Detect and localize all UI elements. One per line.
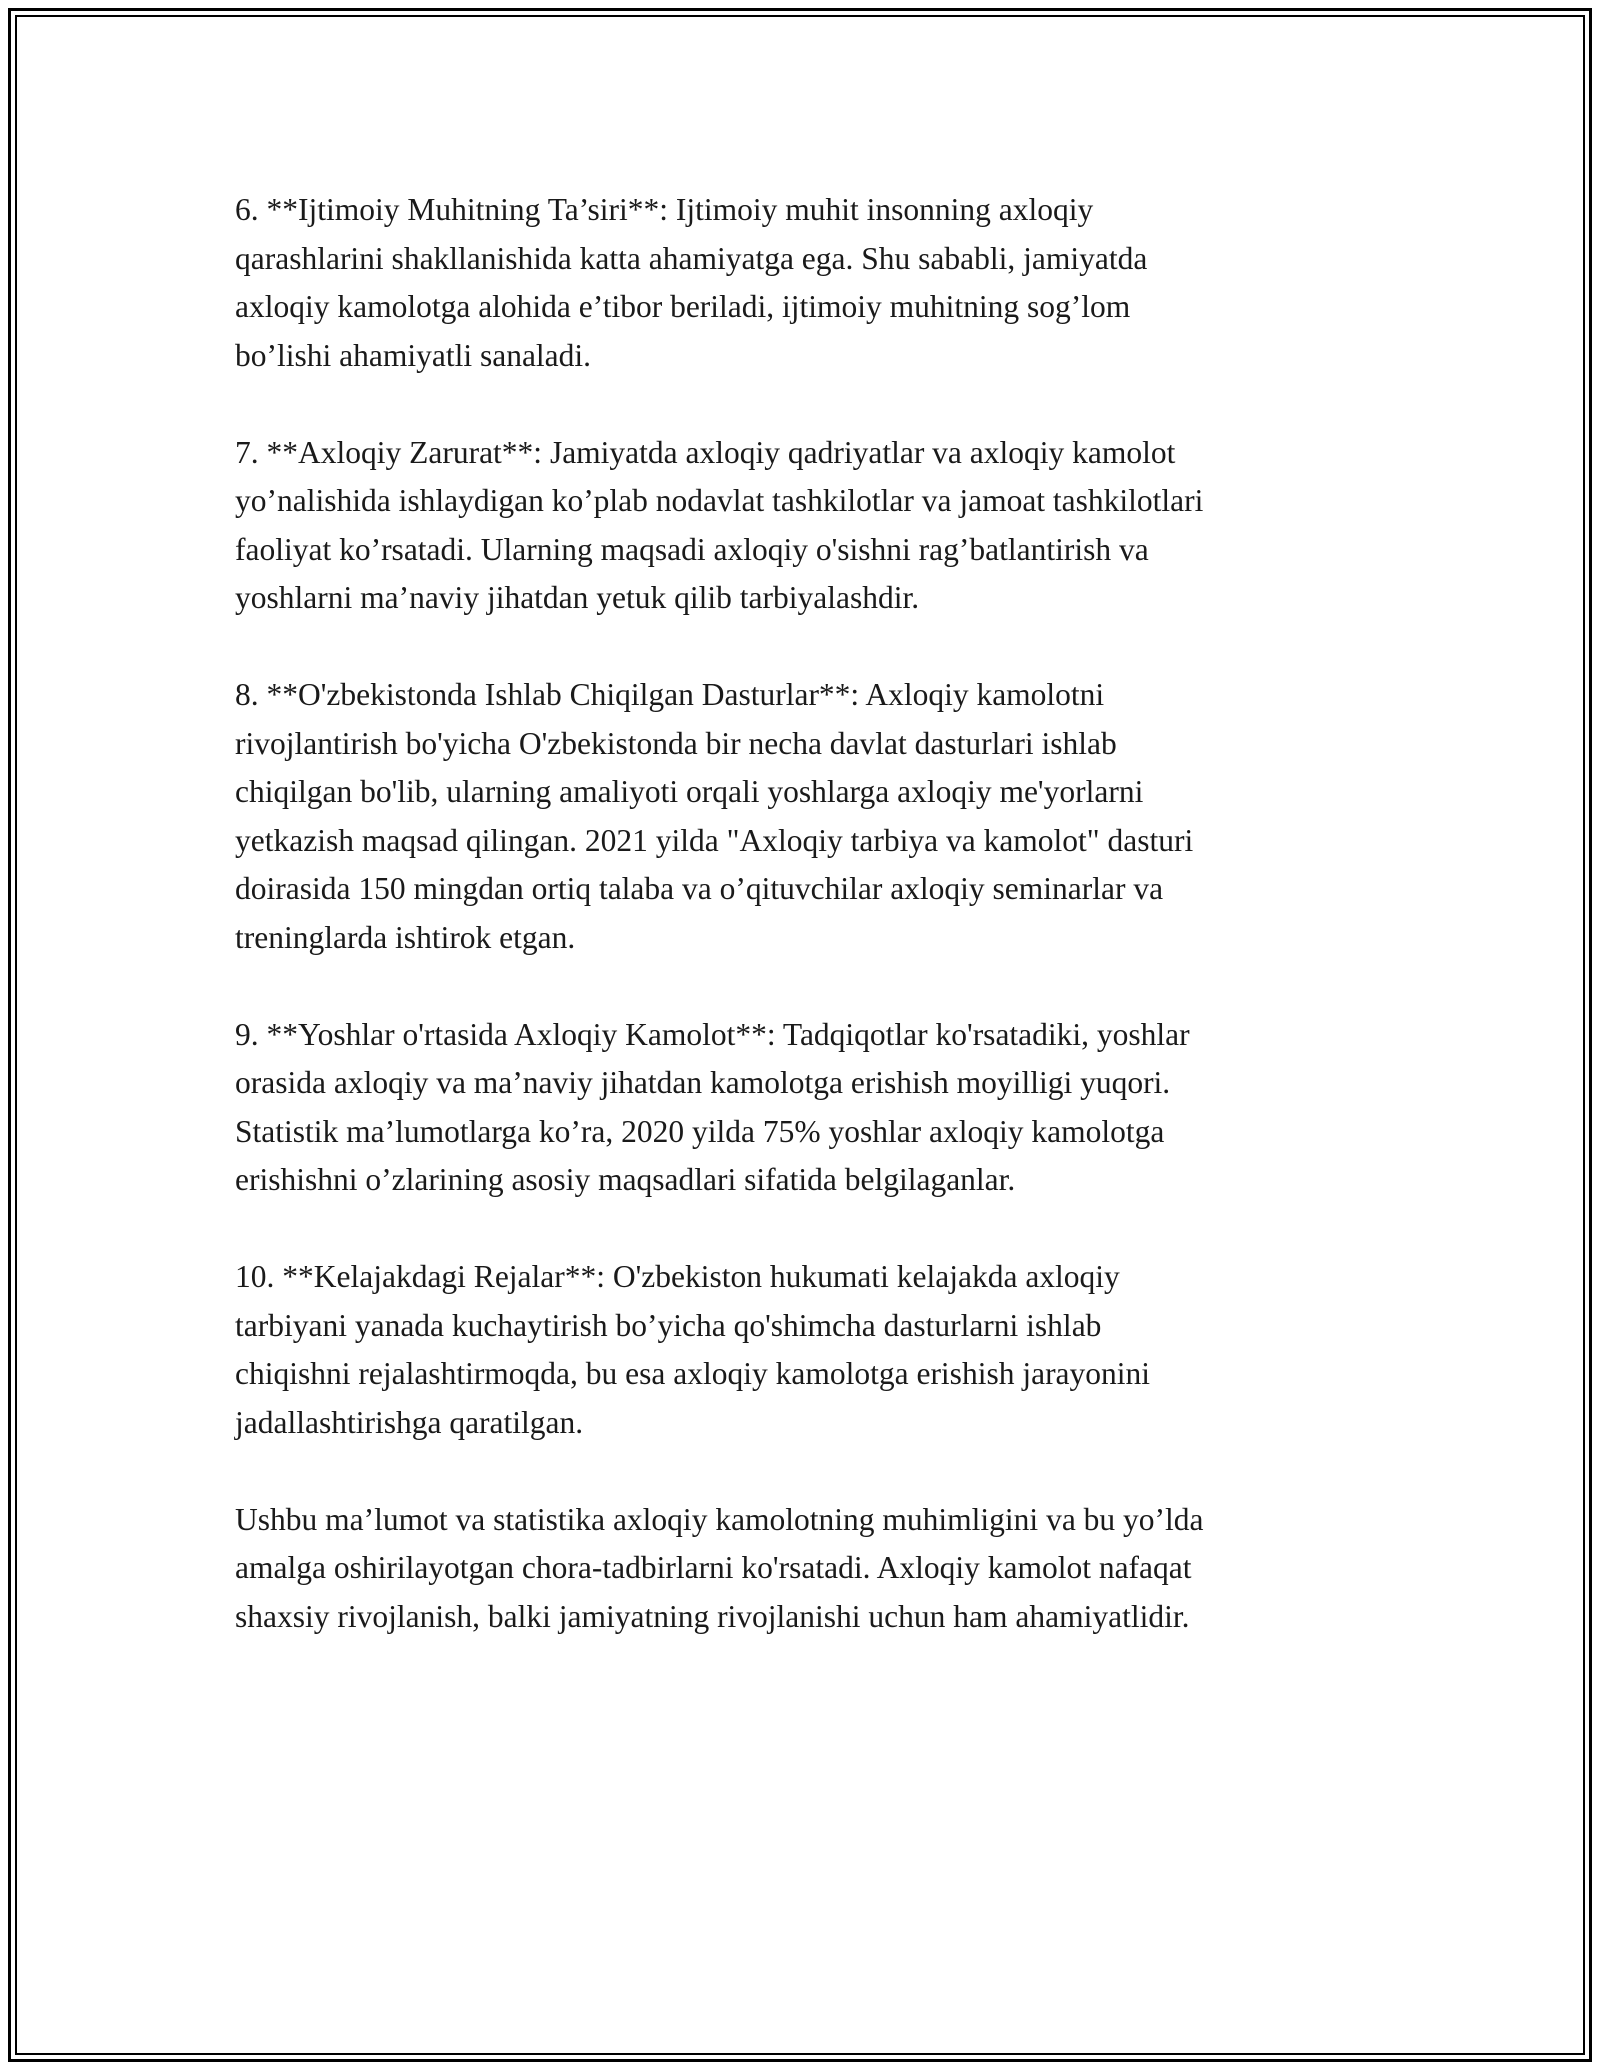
paragraph-moral-necessity (235, 429, 1375, 623)
text-line: faoliyat ko’rsatadi. Ularning maqsadi axloqiy o'sishni rag’batlantirish va (235, 531, 1149, 567)
text-line: doirasida 150 mingdan ortiq talaba va o’qituvchilar axloqiy seminarlar va (235, 871, 1164, 906)
text-line: treninglarda ishtirok etgan. (235, 919, 576, 955)
text-line: yetkazish maqsad qilingan. 2021 yilda "Axloqiy tarbiya va kamolot" dasturi (235, 822, 1194, 858)
text-line: rivojlantirish bo'yicha O'zbekistonda bir necha davlat dasturlari ishlab (235, 725, 1117, 761)
text-line: 6. **Ijtimoiy Muhitning Ta’siri**: Ijtimoiy muhit insonning axloqiy (235, 192, 1094, 227)
text-line: jadallashtirishga qaratilgan. (235, 1404, 584, 1440)
text-line: amalga oshirilayotgan chora-tadbirlarni ko'rsatadi. Axloqiy kamolot nafaqat (235, 1550, 1192, 1585)
text-line: Ushbu ma’lumot va statistika axloqiy kamolotning muhimligini va bu yo’lda (235, 1501, 1204, 1537)
text-line: axloqiy kamolotga alohida e’tibor beriladi, ijtimoiy muhitning sog’lom (235, 289, 1131, 324)
text-line: Statistik ma’lumotlarga ko’ra, 2020 yilda 75% yoshlar axloqiy kamolotga (235, 1113, 1165, 1149)
text-line: yoshlarni ma’naviy jihatdan yetuk qilib tarbiyalashdir. (235, 580, 920, 615)
text-line: erishishni o’zlarining asosiy maqsadlari sifatida belgilaganlar. (235, 1162, 1016, 1197)
paragraph-uzbekistan-programs (235, 671, 1375, 962)
text-line: 8. **O'zbekistonda Ishlab Chiqilgan Dasturlar**: Axloqiy kamolotni (235, 677, 1105, 712)
text-line: shaxsiy rivojlanish, balki jamiyatning rivojlanishi uchun ham ahamiyatlidir. (235, 1598, 1190, 1634)
text-line: tarbiyani yanada kuchaytirish bo’yicha qo'shimcha dasturlarni ishlab (235, 1307, 1102, 1343)
text-line: chiqilgan bo'lib, ularning amaliyoti orqali yoshlarga axloqiy me'yorlarni (235, 774, 1144, 809)
paragraph-youth-moral-maturity (235, 1011, 1375, 1205)
text-line: orasida axloqiy va ma’naviy jihatdan kamolotga erishish moyilligi yuqori. (235, 1065, 1171, 1100)
text-line: yo’nalishida ishlaydigan ko’plab nodavlat tashkilotlar va jamoat tashkilotlari (235, 483, 1204, 518)
paragraph-future-plans (235, 1253, 1375, 1447)
text-line: qarashlarini shakllanishida katta ahamiyatga ega. Shu sababli, jamiyatda (235, 240, 1148, 276)
text-line: 10. **Kelajakdagi Rejalar**: O'zbekiston hukumati kelajakda axloqiy (235, 1259, 1120, 1294)
paragraph-social-environment (235, 186, 1375, 380)
paragraph-conclusion (235, 1496, 1375, 1642)
text-line: 7. **Axloqiy Zarurat**: Jamiyatda axloqiy qadriyatlar va axloqiy kamolot (235, 434, 1176, 470)
text-line: 9. **Yoshlar o'rtasida Axloqiy Kamolot**: Tadqiqotlar ko'rsatadiki, yoshlar (235, 1016, 1190, 1052)
document-body (235, 186, 1375, 1690)
text-line: chiqishni rejalashtirmoqda, bu esa axloqiy kamolotga erishish jarayonini (235, 1356, 1151, 1391)
text-line: bo’lishi ahamiyatli sanaladi. (235, 337, 592, 373)
